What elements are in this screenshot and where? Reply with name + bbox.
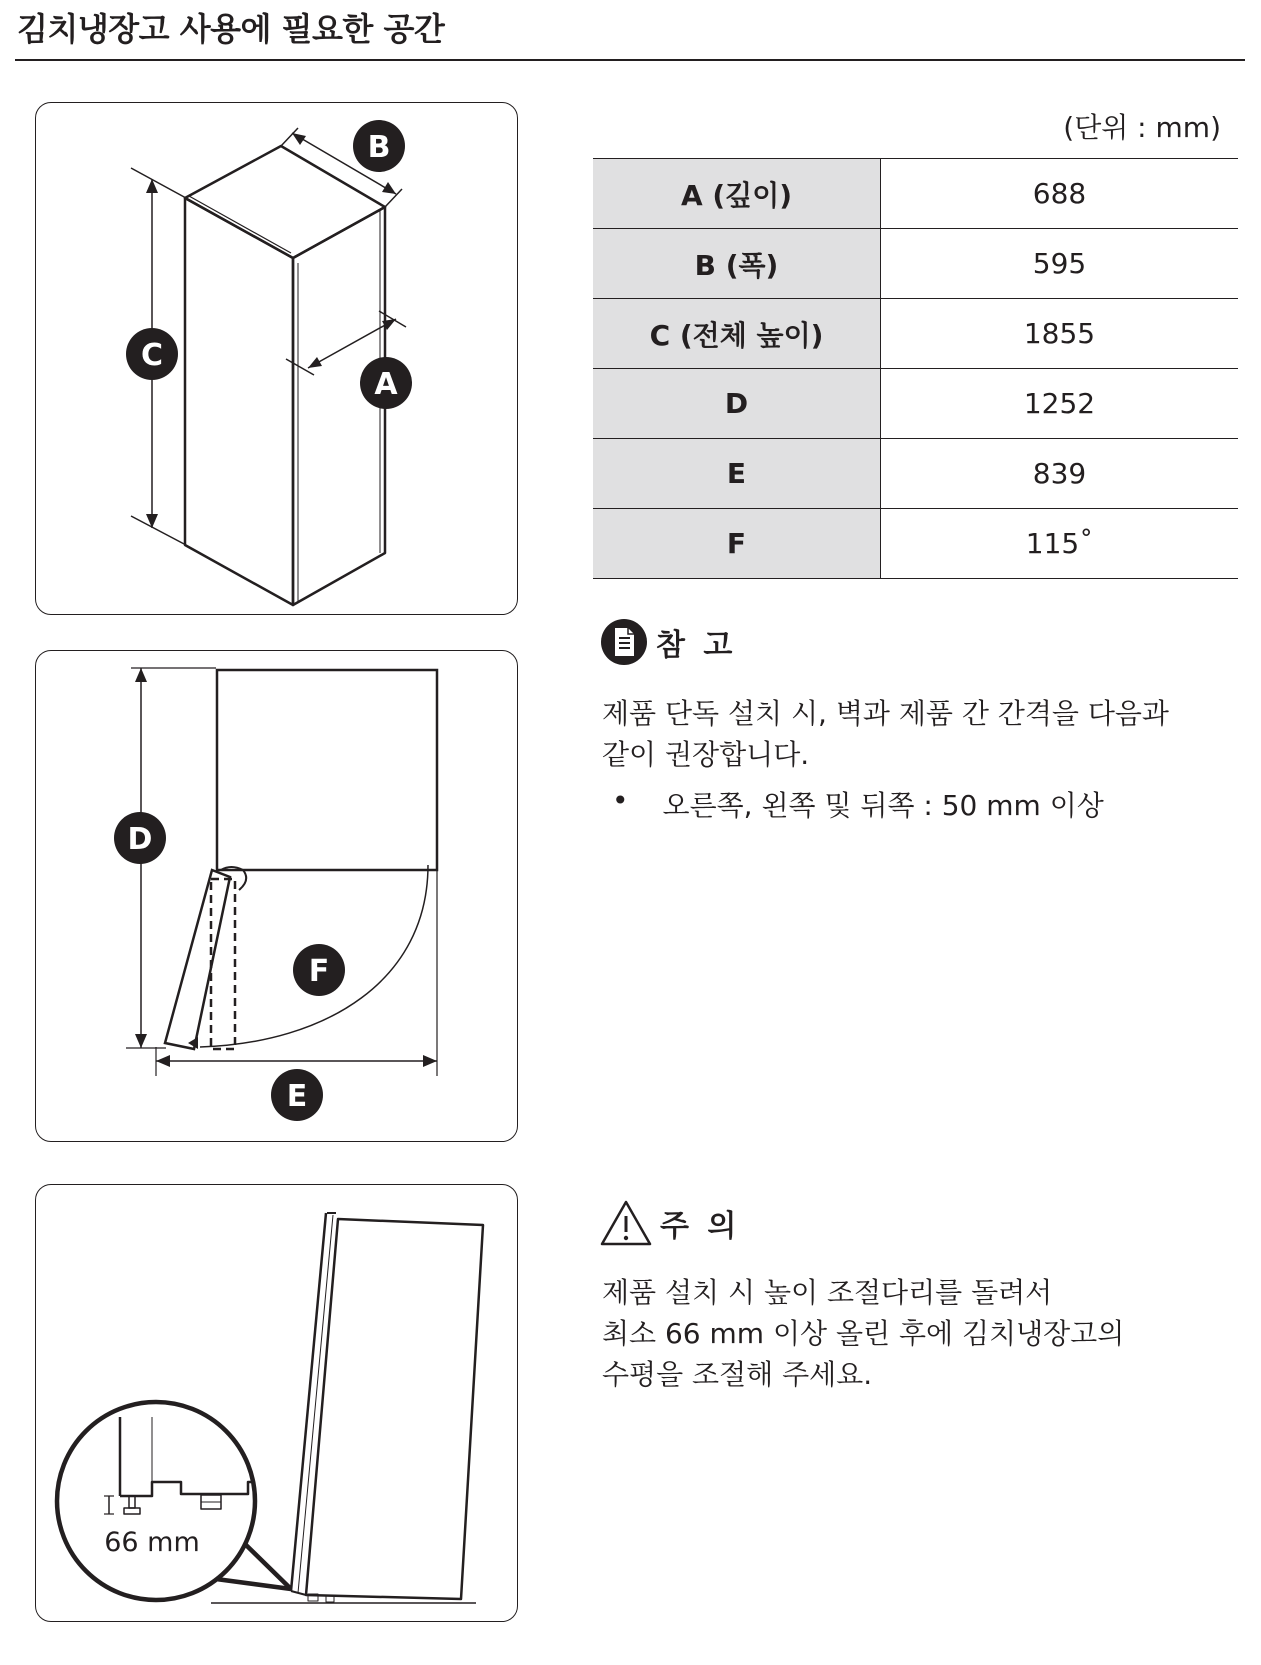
- table-row: [593, 229, 1238, 299]
- bullet-symbol: •: [612, 784, 629, 817]
- caution-line-1: 제품 설치 시 높이 조절다리를 돌려서: [602, 1276, 1053, 1309]
- note-bullet-item: [612, 784, 1104, 824]
- row-value: 595: [881, 229, 1239, 299]
- table-row: [593, 439, 1238, 509]
- page-title: 김치냉장고 사용에 필요한 공간: [17, 10, 445, 48]
- leg-gap-label: 66 mm: [104, 1527, 200, 1558]
- note-bullet-text: 오른쪽, 왼쪽 및 뒤쪽 : 50 mm 이상: [662, 789, 1104, 822]
- warning-triangle-icon: [600, 1199, 652, 1247]
- title-divider: [15, 59, 1245, 61]
- note-line-1: 제품 단독 설치 시, 벽과 제품 간 간격을 다음과: [602, 697, 1169, 730]
- row-value: 115˚: [881, 509, 1239, 579]
- table-row: [593, 509, 1238, 579]
- table-row: [593, 299, 1238, 369]
- row-key: C (전체 높이): [593, 299, 881, 369]
- row-key: B (폭): [593, 229, 881, 299]
- caution-line-2: 최소 66 mm 이상 올린 후에 김치냉장고의: [602, 1317, 1125, 1350]
- dimension-table: [593, 158, 1238, 579]
- caution-line-3: 수평을 조절해 주세요.: [602, 1358, 873, 1391]
- open-door: [165, 870, 230, 1049]
- table-row: [593, 369, 1238, 439]
- row-key: A (깊이): [593, 159, 881, 229]
- cabinet-top-face: [185, 146, 385, 258]
- figure-door-swing-panel: [35, 650, 518, 1142]
- leveling-leg-figure: [36, 1185, 519, 1623]
- table-row: [593, 159, 1238, 229]
- fridge-isometric-figure: [36, 103, 519, 616]
- cabinet-front-face: [185, 198, 293, 605]
- row-key: F: [593, 509, 881, 579]
- row-value: 688: [881, 159, 1239, 229]
- note-header: [600, 617, 736, 667]
- label-d: D: [127, 822, 153, 857]
- label-f: F: [308, 954, 330, 989]
- note-line-2: 같이 권장합니다.: [602, 738, 810, 771]
- note-heading: 참 고: [656, 628, 737, 663]
- figure-leveling-panel: [35, 1184, 518, 1622]
- label-a: A: [374, 367, 398, 402]
- door-swing-figure: [36, 651, 519, 1143]
- caution-heading: 주 의: [660, 1209, 741, 1244]
- cabinet-side-face: [293, 207, 385, 605]
- row-key: D: [593, 369, 881, 439]
- row-value: 1855: [881, 299, 1239, 369]
- row-value: 1252: [881, 369, 1239, 439]
- document-note-icon: [600, 618, 648, 666]
- row-key: E: [593, 439, 881, 509]
- label-c: C: [140, 338, 164, 373]
- label-e: E: [286, 1079, 308, 1114]
- tilted-fridge-body: [306, 1219, 483, 1599]
- unit-label: (단위 : mm): [1063, 111, 1221, 144]
- leg-detail-magnifier: [57, 1402, 255, 1600]
- figure-dimensions-panel: [35, 102, 518, 615]
- cabinet-top-view: [217, 670, 437, 870]
- label-b: B: [367, 130, 391, 165]
- row-value: 839: [881, 439, 1239, 509]
- caution-header: [600, 1197, 740, 1249]
